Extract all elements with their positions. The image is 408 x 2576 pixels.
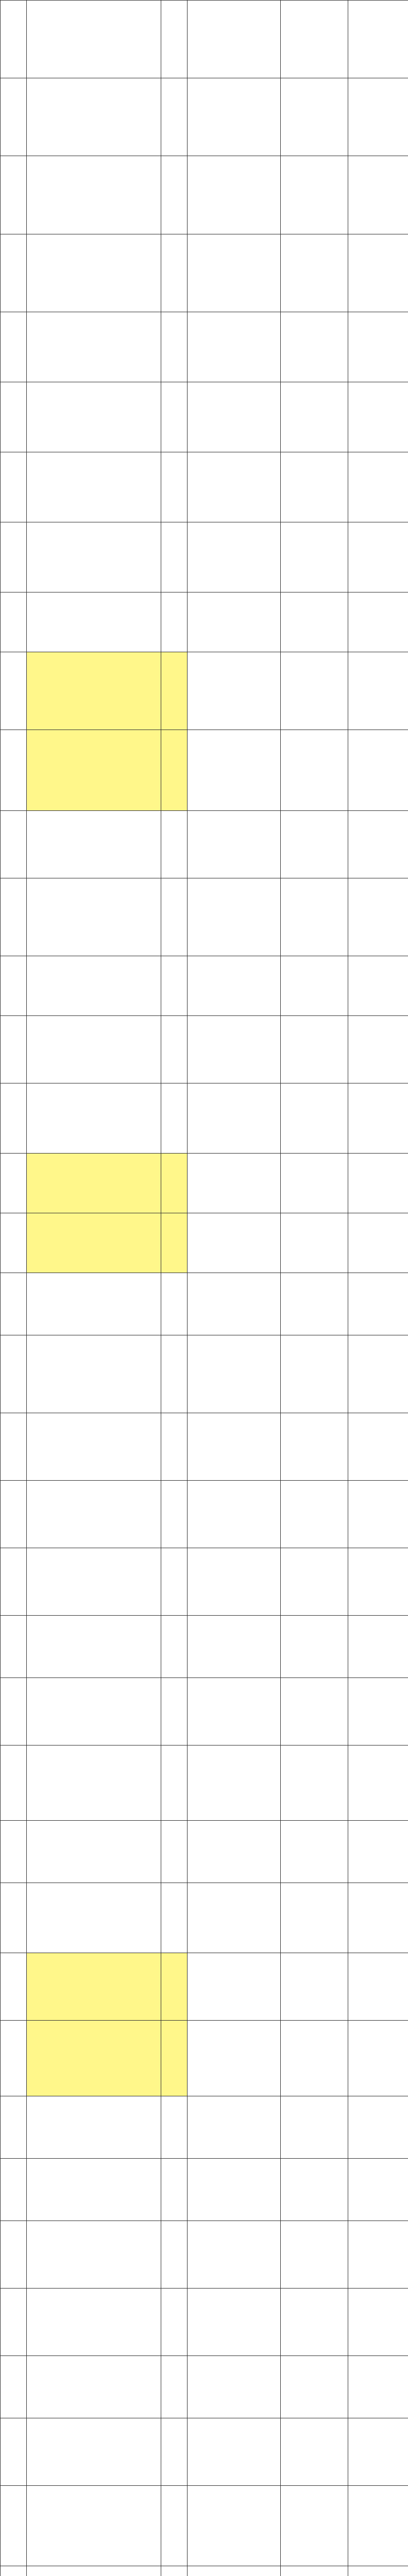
reference-books: [348, 592, 408, 652]
exam-subjects-cell: [188, 1083, 281, 1153]
dept-cell: [1, 592, 27, 652]
program-row: [1, 1273, 408, 1335]
enrollment-count: [161, 1083, 188, 1153]
retest-subject: [281, 592, 348, 652]
enrollment-count: [161, 156, 188, 234]
dept-cell: [1, 1481, 27, 1548]
exam-subjects-cell: [188, 156, 281, 234]
reference-books: [348, 1481, 408, 1548]
dept-cell: [1, 1083, 27, 1153]
retest-subject: [281, 1678, 348, 1745]
program-row: [1, 1213, 408, 1273]
major-cell: [27, 1153, 161, 1213]
dept-cell: [1, 2485, 27, 2566]
retest-subject: [281, 1821, 348, 1883]
reference-books: [348, 2485, 408, 2566]
program-row: [1, 1745, 408, 1821]
retest-subject: [281, 730, 348, 810]
retest-subject: [281, 1548, 348, 1616]
reference-books: [348, 234, 408, 312]
dept-cell: [1, 1015, 27, 1083]
dept-cell: [1, 1548, 27, 1616]
program-row: [1, 1413, 408, 1481]
program-row: [1, 1083, 408, 1153]
exam-subjects-cell: [188, 2566, 281, 2576]
reference-books: [348, 1335, 408, 1413]
dept-cell: [1, 2158, 27, 2221]
enrollment-count: [161, 592, 188, 652]
major-cell: [27, 312, 161, 382]
exam-subjects-cell: [188, 2485, 281, 2566]
program-row: [1, 1953, 408, 2021]
reference-books: [348, 2021, 408, 2096]
reference-books: [348, 2355, 408, 2418]
major-cell: [27, 810, 161, 878]
exam-subjects-cell: [188, 730, 281, 810]
reference-books: [348, 1821, 408, 1883]
dept-cell: [1, 1413, 27, 1481]
reference-books: [348, 1, 408, 78]
program-row: [1, 2566, 408, 2576]
reference-books: [348, 78, 408, 156]
major-cell: [27, 1015, 161, 1083]
major-cell: [27, 2221, 161, 2288]
exam-subjects-cell: [188, 1616, 281, 1678]
enrollment-count: [161, 1273, 188, 1335]
enrollment-count: [161, 2221, 188, 2288]
reference-books: [348, 1616, 408, 1678]
retest-subject: [281, 2021, 348, 2096]
enrollment-count: [161, 1821, 188, 1883]
reference-books: [348, 1083, 408, 1153]
retest-subject: [281, 522, 348, 592]
exam-subjects-cell: [188, 592, 281, 652]
exam-subjects-cell: [188, 2221, 281, 2288]
enrollment-count: [161, 1413, 188, 1481]
dept-cell: [1, 1678, 27, 1745]
enrollment-count: [161, 2418, 188, 2485]
dept-cell: [1, 234, 27, 312]
exam-subjects-cell: [188, 1153, 281, 1213]
retest-subject: [281, 956, 348, 1015]
program-row: [1, 1335, 408, 1413]
exam-subjects-cell: [188, 2418, 281, 2485]
retest-subject: [281, 2096, 348, 2158]
exam-subjects-cell: [188, 522, 281, 592]
exam-subjects-cell: [188, 1273, 281, 1335]
program-row: [1, 1616, 408, 1678]
retest-subject: [281, 1015, 348, 1083]
dept-cell: [1, 1883, 27, 1953]
retest-subject: [281, 2418, 348, 2485]
reference-books: [348, 1883, 408, 1953]
exam-subjects-cell: [188, 2355, 281, 2418]
program-row: [1, 956, 408, 1015]
reference-books: [348, 1548, 408, 1616]
program-row: [1, 1821, 408, 1883]
enrollment-count: [161, 382, 188, 452]
dept-cell: [1, 1616, 27, 1678]
major-cell: [27, 1413, 161, 1481]
exam-subjects-cell: [188, 1413, 281, 1481]
retest-subject: [281, 810, 348, 878]
major-cell: [27, 592, 161, 652]
reference-books: [348, 156, 408, 234]
exam-subjects-cell: [188, 234, 281, 312]
enrollment-count: [161, 78, 188, 156]
retest-subject: [281, 2566, 348, 2576]
retest-subject: [281, 1153, 348, 1213]
reference-books: [348, 1413, 408, 1481]
dept-cell: [1, 1821, 27, 1883]
retest-subject: [281, 1083, 348, 1153]
program-row: [1, 592, 408, 652]
enrollment-count: [161, 1616, 188, 1678]
enrollment-count: [161, 1481, 188, 1548]
program-row: [1, 156, 408, 234]
retest-subject: [281, 312, 348, 382]
retest-subject: [281, 1, 348, 78]
exam-subjects-cell: [188, 1213, 281, 1273]
major-cell: [27, 1213, 161, 1273]
major-cell: [27, 1678, 161, 1745]
enrollment-count: [161, 522, 188, 592]
major-cell: [27, 1821, 161, 1883]
reference-books: [348, 452, 408, 522]
dept-cell: [1, 382, 27, 452]
program-row: [1, 1678, 408, 1745]
program-row: [1, 810, 408, 878]
program-row: [1, 1481, 408, 1548]
program-row: [1, 652, 408, 730]
retest-subject: [281, 1413, 348, 1481]
enrollment-count: [161, 956, 188, 1015]
major-cell: [27, 452, 161, 522]
program-row: [1, 2288, 408, 2355]
enrollment-count: [161, 1883, 188, 1953]
dept-cell: [1, 2096, 27, 2158]
major-cell: [27, 1, 161, 78]
dept-cell: [1, 878, 27, 956]
dept-cell: [1, 1335, 27, 1413]
retest-subject: [281, 2288, 348, 2355]
reference-books: [348, 382, 408, 452]
exam-subjects-cell: [188, 78, 281, 156]
enrollment-count: [161, 1745, 188, 1821]
retest-subject: [281, 1481, 348, 1548]
exam-subjects-cell: [188, 2096, 281, 2158]
exam-subjects-cell: [188, 1, 281, 78]
reference-books: [348, 1953, 408, 2021]
exam-subjects-cell: [188, 452, 281, 522]
program-row: [1, 1153, 408, 1213]
reference-books: [348, 2158, 408, 2221]
major-cell: [27, 2021, 161, 2096]
program-row: [1, 2355, 408, 2418]
major-cell: [27, 1273, 161, 1335]
program-row: [1, 2418, 408, 2485]
enrollment-count: [161, 1213, 188, 1273]
dept-cell: [1, 312, 27, 382]
major-cell: [27, 234, 161, 312]
major-cell: [27, 382, 161, 452]
retest-subject: [281, 2485, 348, 2566]
dept-cell: [1, 1153, 27, 1213]
enrollment-count: [161, 2355, 188, 2418]
dept-cell: [1, 78, 27, 156]
major-cell: [27, 2158, 161, 2221]
reference-books: [348, 1153, 408, 1213]
reference-books: [348, 2221, 408, 2288]
exam-subjects-cell: [188, 652, 281, 730]
retest-subject: [281, 452, 348, 522]
major-cell: [27, 956, 161, 1015]
enrollment-count: [161, 1, 188, 78]
major-cell: [27, 2485, 161, 2566]
reference-books: [348, 312, 408, 382]
enrollment-count: [161, 810, 188, 878]
retest-subject: [281, 2355, 348, 2418]
reference-books: [348, 1015, 408, 1083]
dept-cell: [1, 2355, 27, 2418]
major-cell: [27, 1548, 161, 1616]
retest-subject: [281, 1745, 348, 1821]
retest-subject: [281, 2158, 348, 2221]
catalog-body: [1, 1, 408, 2576]
dept-cell: [1, 156, 27, 234]
major-cell: [27, 2288, 161, 2355]
enrollment-count: [161, 2485, 188, 2566]
enrollment-count: [161, 1153, 188, 1213]
program-row: [1, 522, 408, 592]
enrollment-count: [161, 2021, 188, 2096]
enrollment-count: [161, 452, 188, 522]
major-cell: [27, 2355, 161, 2418]
program-row: [1, 452, 408, 522]
dept-cell: [1, 652, 27, 730]
reference-books: [348, 2096, 408, 2158]
enrollment-count: [161, 2566, 188, 2576]
program-row: [1, 234, 408, 312]
retest-subject: [281, 156, 348, 234]
retest-subject: [281, 234, 348, 312]
program-row: [1, 2221, 408, 2288]
enrollment-count: [161, 2288, 188, 2355]
retest-subject: [281, 1883, 348, 1953]
reference-books: [348, 1213, 408, 1273]
exam-subjects-cell: [188, 956, 281, 1015]
dept-cell: [1, 810, 27, 878]
enrollment-count: [161, 1015, 188, 1083]
exam-subjects-cell: [188, 1548, 281, 1616]
program-row: [1, 730, 408, 810]
major-cell: [27, 2566, 161, 2576]
enrollment-count: [161, 2096, 188, 2158]
enrollment-count: [161, 652, 188, 730]
program-row: [1, 312, 408, 382]
enrollment-count: [161, 234, 188, 312]
major-cell: [27, 652, 161, 730]
major-cell: [27, 2418, 161, 2485]
retest-subject: [281, 1953, 348, 2021]
reference-books: [348, 652, 408, 730]
retest-subject: [281, 1616, 348, 1678]
major-cell: [27, 1335, 161, 1413]
dept-cell: [1, 2418, 27, 2485]
reference-books: [348, 2418, 408, 2485]
program-row: [1, 1548, 408, 1616]
enrollment-count: [161, 312, 188, 382]
dept-cell: [1, 2221, 27, 2288]
retest-subject: [281, 382, 348, 452]
enrollment-count: [161, 878, 188, 956]
enrollment-count: [161, 1548, 188, 1616]
major-cell: [27, 1953, 161, 2021]
reference-books: [348, 730, 408, 810]
exam-subjects-cell: [188, 1481, 281, 1548]
dept-cell: [1, 1273, 27, 1335]
major-cell: [27, 878, 161, 956]
retest-subject: [281, 2221, 348, 2288]
reference-books: [348, 2288, 408, 2355]
dept-cell: [1, 1213, 27, 1273]
major-cell: [27, 156, 161, 234]
dept-cell: [1, 730, 27, 810]
major-cell: [27, 1745, 161, 1821]
retest-subject: [281, 878, 348, 956]
dept-cell: [1, 956, 27, 1015]
exam-subjects-cell: [188, 2021, 281, 2096]
major-cell: [27, 78, 161, 156]
major-cell: [27, 1481, 161, 1548]
dept-cell: [1, 2566, 27, 2576]
program-row: [1, 1883, 408, 1953]
dept-cell: [1, 522, 27, 592]
exam-subjects-cell: [188, 1678, 281, 1745]
dept-cell: [1, 2021, 27, 2096]
exam-subjects-cell: [188, 312, 281, 382]
program-row: [1, 1015, 408, 1083]
dept-cell: [1, 1745, 27, 1821]
reference-books: [348, 2566, 408, 2576]
exam-subjects-cell: [188, 2158, 281, 2221]
retest-subject: [281, 1213, 348, 1273]
enrollment-count: [161, 1678, 188, 1745]
reference-books: [348, 522, 408, 592]
reference-books: [348, 810, 408, 878]
exam-subjects-cell: [188, 810, 281, 878]
dept-cell: [1, 452, 27, 522]
exam-subjects-cell: [188, 878, 281, 956]
major-cell: [27, 730, 161, 810]
program-row: [1, 2021, 408, 2096]
exam-subjects-cell: [188, 382, 281, 452]
major-cell: [27, 1616, 161, 1678]
program-row: [1, 2158, 408, 2221]
retest-subject: [281, 78, 348, 156]
enrollment-count: [161, 1335, 188, 1413]
program-row: [1, 2096, 408, 2158]
exam-subjects-cell: [188, 1821, 281, 1883]
major-cell: [27, 2096, 161, 2158]
enrollment-count: [161, 1953, 188, 2021]
program-row: [1, 878, 408, 956]
exam-subjects-cell: [188, 1953, 281, 2021]
enrollment-count: [161, 730, 188, 810]
exam-subjects-cell: [188, 1015, 281, 1083]
reference-books: [348, 1678, 408, 1745]
reference-books: [348, 878, 408, 956]
program-row: [1, 78, 408, 156]
reference-books: [348, 1745, 408, 1821]
program-row: [1, 382, 408, 452]
exam-subjects-cell: [188, 1883, 281, 1953]
retest-subject: [281, 1273, 348, 1335]
retest-subject: [281, 652, 348, 730]
exam-subjects-cell: [188, 1745, 281, 1821]
dept-cell: [1, 2288, 27, 2355]
major-cell: [27, 522, 161, 592]
dept-cell: [1, 1953, 27, 2021]
major-cell: [27, 1083, 161, 1153]
program-row: [1, 1, 408, 78]
reference-books: [348, 956, 408, 1015]
reference-books: [348, 1273, 408, 1335]
exam-subjects-cell: [188, 1335, 281, 1413]
program-row: [1, 2485, 408, 2566]
major-cell: [27, 1883, 161, 1953]
exam-subjects-cell: [188, 2288, 281, 2355]
enrollment-count: [161, 2158, 188, 2221]
retest-subject: [281, 1335, 348, 1413]
dept-cell: [1, 1, 27, 78]
